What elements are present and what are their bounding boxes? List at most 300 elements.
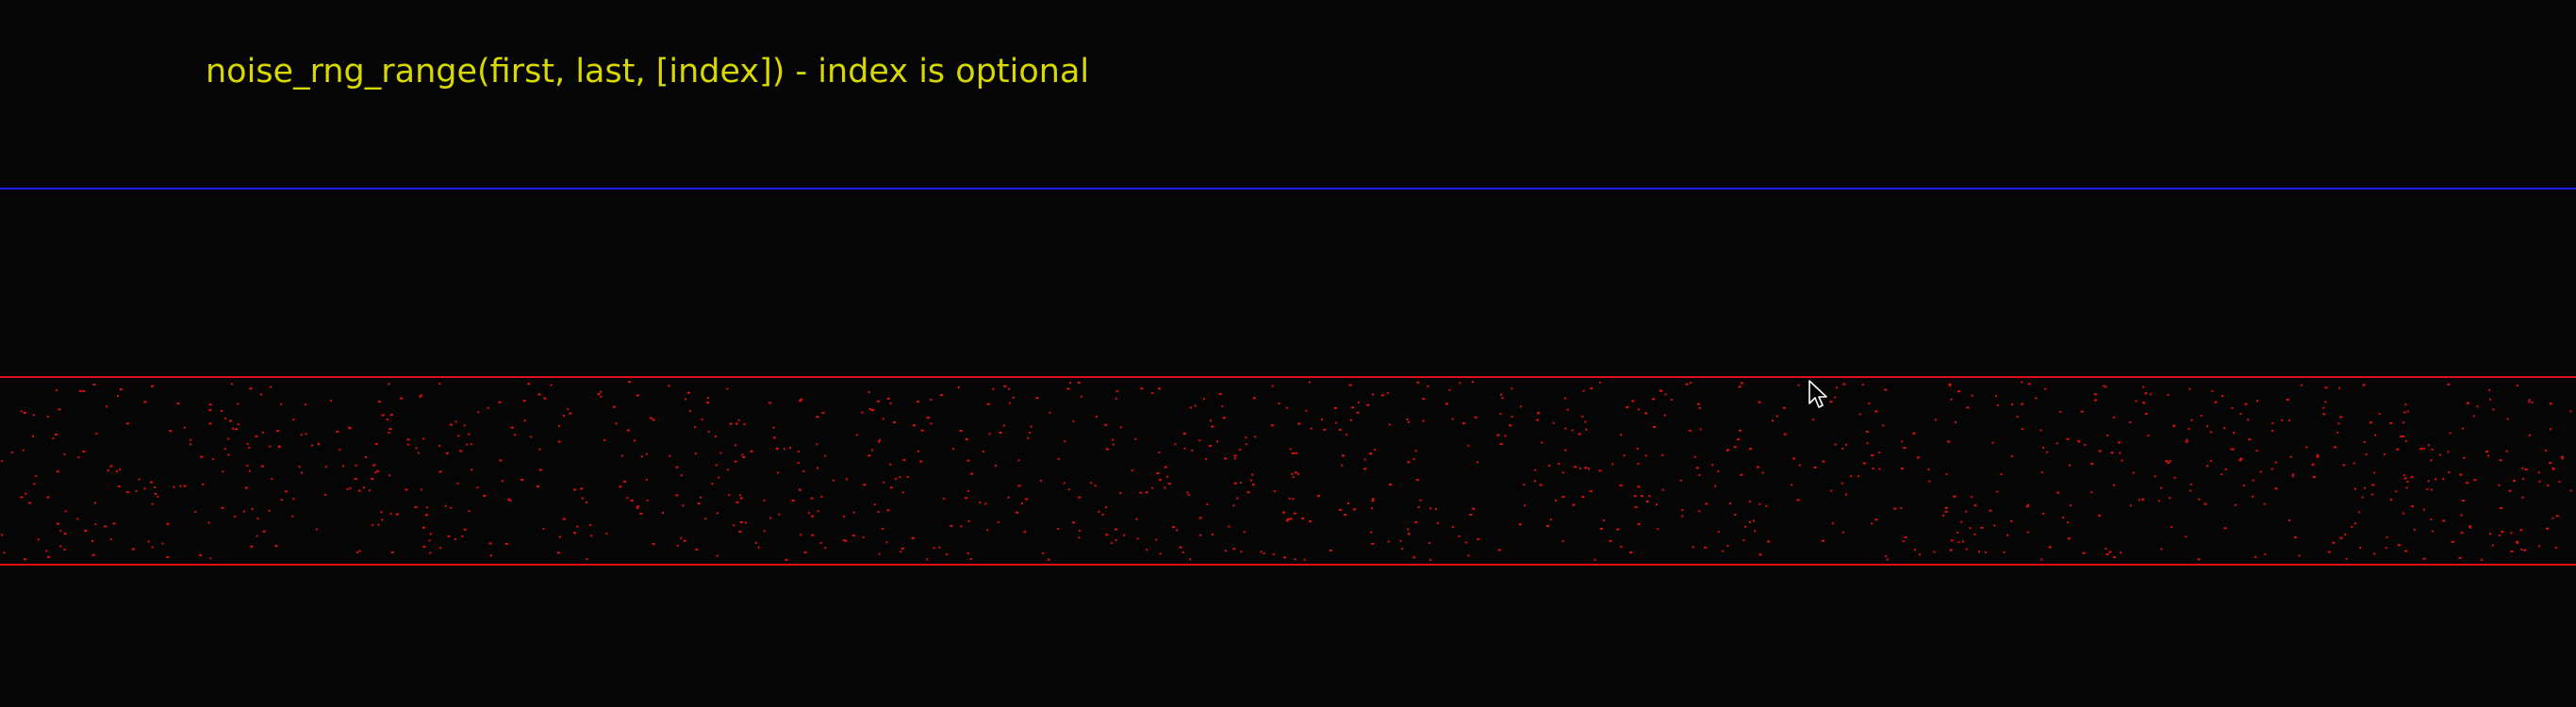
noise-dot	[1696, 467, 1699, 469]
noise-dot	[958, 386, 960, 388]
noise-dot	[1536, 419, 1539, 421]
noise-dot	[1693, 546, 1694, 548]
noise-dot	[1189, 558, 1191, 560]
noise-dot	[2040, 429, 2042, 431]
noise-dot	[2122, 460, 2123, 462]
noise-dot	[1036, 397, 1039, 399]
noise-dot	[689, 410, 691, 412]
noise-dot	[487, 407, 489, 409]
noise-dot	[1624, 454, 1626, 456]
noise-dot	[1971, 496, 1973, 498]
noise-dot	[1599, 469, 1602, 471]
noise-dot	[249, 387, 252, 389]
noise-dot	[2240, 458, 2243, 460]
noise-dot	[1261, 551, 1263, 552]
noise-dot	[1027, 437, 1029, 439]
noise-dot	[2186, 441, 2188, 443]
noise-dot	[1339, 509, 1342, 511]
noise-dot	[2022, 428, 2023, 430]
noise-dot	[883, 482, 884, 484]
noise-dot	[2021, 403, 2023, 405]
noise-dot	[2489, 399, 2491, 401]
noise-dot	[1759, 503, 1760, 505]
noise-dot	[798, 451, 800, 452]
noise-dot	[1247, 491, 1250, 493]
noise-dot	[35, 475, 37, 477]
noise-dot	[2492, 409, 2494, 411]
noise-dot	[261, 466, 264, 468]
noise-dot	[1590, 490, 1593, 492]
noise-dot	[2185, 535, 2187, 537]
noise-dot	[2488, 389, 2490, 391]
noise-dot	[1882, 425, 1884, 427]
noise-dot	[45, 550, 47, 551]
noise-dot	[1500, 413, 1502, 415]
noise-dot	[2559, 481, 2561, 483]
noise-dot	[715, 436, 717, 437]
noise-dot	[422, 527, 425, 529]
noise-dot	[1884, 389, 1887, 391]
noise-dot	[901, 548, 904, 550]
noise-dot	[740, 497, 743, 499]
noise-dot	[789, 447, 791, 449]
noise-dot	[311, 445, 313, 447]
noise-dot	[1374, 449, 1376, 451]
noise-dot	[1018, 459, 1020, 461]
noise-dot	[2556, 515, 2559, 517]
noise-dot	[2389, 422, 2392, 424]
noise-dot	[1555, 500, 1557, 501]
noise-dot	[2423, 509, 2425, 511]
noise-dot	[1978, 551, 1980, 552]
noise-dot	[605, 533, 607, 534]
noise-dot	[1814, 467, 1817, 469]
noise-dot	[952, 448, 954, 450]
noise-dot	[1459, 535, 1461, 537]
noise-dot	[687, 392, 690, 394]
noise-dot	[25, 493, 26, 495]
noise-dot	[2105, 548, 2106, 550]
noise-dot	[2371, 484, 2374, 485]
noise-dot	[20, 497, 23, 499]
noise-dot	[569, 413, 571, 415]
noise-dot	[2044, 388, 2046, 390]
noise-dot	[1151, 487, 1153, 489]
noise-dot	[78, 456, 80, 458]
noise-dot	[2113, 556, 2116, 558]
noise-dot	[1832, 522, 1834, 524]
noise-dot	[1718, 531, 1720, 533]
noise-dot	[1743, 539, 1745, 541]
noise-dot	[2171, 526, 2172, 528]
noise-dot	[677, 545, 679, 547]
noise-dot	[33, 483, 35, 485]
noise-dot	[1420, 500, 1422, 501]
noise-dot	[390, 513, 392, 515]
noise-dot	[1534, 469, 1536, 471]
noise-dot	[580, 487, 583, 489]
noise-dot	[1903, 540, 1905, 542]
noise-dot	[299, 466, 301, 468]
noise-dot	[358, 490, 361, 492]
noise-dot	[2358, 511, 2360, 513]
noise-dot	[336, 431, 339, 433]
noise-dot	[739, 494, 741, 496]
noise-dot	[79, 390, 82, 392]
noise-dot	[1009, 403, 1011, 404]
noise-dot	[2046, 452, 2048, 453]
noise-dot	[1031, 426, 1032, 428]
noise-dot	[224, 448, 226, 450]
noise-dot	[1066, 388, 1069, 390]
noise-dot	[380, 511, 382, 513]
noise-dot	[784, 448, 785, 450]
noise-dot	[1418, 506, 1420, 508]
noise-dot	[2138, 499, 2140, 501]
noise-dot	[209, 422, 212, 424]
noise-dot	[1232, 548, 1235, 550]
noise-dot	[1629, 551, 1632, 553]
noise-dot	[118, 485, 121, 487]
noise-dot	[903, 459, 906, 461]
noise-dot	[446, 452, 449, 454]
noise-dot	[2211, 390, 2213, 392]
noise-dot	[107, 469, 109, 471]
noise-dot	[2379, 413, 2381, 415]
noise-dot	[1744, 526, 1746, 528]
noise-dot	[1423, 420, 1425, 422]
noise-dot	[509, 500, 511, 501]
noise-dot	[845, 540, 847, 542]
noise-dot	[1558, 463, 1560, 465]
noise-dot	[2528, 401, 2530, 403]
noise-dot	[426, 506, 428, 508]
noise-dot	[879, 439, 881, 441]
noise-dot	[369, 489, 371, 491]
noise-dot	[157, 496, 159, 498]
noise-dot	[2324, 401, 2326, 403]
noise-dot	[1096, 416, 1098, 418]
noise-dot	[2390, 499, 2392, 501]
noise-dot	[1671, 399, 1673, 401]
noise-dot	[524, 419, 526, 421]
noise-dot	[382, 414, 385, 416]
noise-dot	[1562, 496, 1565, 498]
noise-dot	[2432, 531, 2434, 533]
noise-dot	[365, 456, 367, 458]
noise-dot	[2066, 438, 2069, 440]
noise-dot	[681, 474, 683, 476]
noise-dot	[676, 467, 679, 469]
noise-dot	[1992, 442, 1994, 444]
noise-dot	[59, 530, 61, 532]
noise-dot	[1003, 425, 1005, 427]
noise-dot	[1634, 495, 1637, 497]
noise-dot	[1841, 448, 1843, 450]
noise-dot	[538, 393, 541, 395]
noise-dot	[325, 466, 327, 468]
noise-dot	[2142, 402, 2145, 403]
noise-dot	[1611, 463, 1613, 465]
noise-dot	[646, 453, 648, 455]
noise-dot	[1104, 424, 1107, 426]
noise-dot	[1585, 429, 1587, 431]
noise-dot	[735, 461, 737, 463]
noise-dot	[106, 405, 107, 407]
noise-dot	[2035, 397, 2037, 399]
noise-dot	[2271, 430, 2273, 432]
noise-dot	[916, 401, 919, 403]
noise-dot	[2462, 500, 2465, 501]
noise-dot	[1105, 506, 1107, 508]
noise-dot	[1140, 387, 1143, 389]
noise-dot	[477, 411, 479, 413]
noise-dot	[1350, 419, 1352, 421]
noise-dot	[454, 538, 456, 540]
noise-dot	[745, 522, 747, 524]
noise-dot	[183, 485, 186, 487]
noise-dot	[1112, 439, 1114, 441]
noise-dot	[852, 534, 855, 536]
noise-dot	[1309, 382, 1311, 384]
noise-dot	[1295, 558, 1296, 560]
noise-dot	[1616, 529, 1619, 531]
mouse-cursor-icon	[1808, 380, 1829, 412]
noise-dot	[256, 535, 258, 537]
noise-dot	[1762, 472, 1764, 474]
noise-dot	[2105, 386, 2106, 387]
noise-dot	[2373, 472, 2375, 474]
noise-dot	[1198, 439, 1200, 441]
noise-dot	[223, 470, 224, 472]
noise-dot	[1974, 534, 1976, 535]
noise-dot	[143, 402, 146, 403]
noise-dot	[1203, 398, 1205, 400]
noise-dot	[1295, 471, 1297, 473]
noise-dot	[1146, 491, 1148, 493]
noise-dot	[2538, 471, 2540, 473]
noise-dot	[2529, 399, 2531, 401]
noise-dot	[735, 444, 736, 446]
noise-dot	[2026, 505, 2029, 507]
noise-dot	[466, 444, 468, 446]
noise-dot	[278, 446, 281, 448]
noise-dot	[817, 468, 818, 469]
noise-dot	[1040, 480, 1042, 482]
noise-dot	[1414, 521, 1417, 523]
noise-dot	[886, 509, 889, 511]
noise-dot	[1102, 514, 1104, 516]
noise-dot	[154, 486, 156, 488]
noise-dot	[586, 501, 587, 503]
noise-dot	[727, 469, 729, 470]
noise-dot	[2523, 550, 2526, 551]
noise-dot	[1301, 518, 1304, 519]
noise-dot	[1023, 531, 1026, 533]
noise-dot	[1271, 424, 1274, 426]
noise-dot	[619, 485, 621, 487]
noise-dot	[1292, 498, 1294, 500]
noise-dot	[2248, 438, 2251, 440]
noise-dot	[1472, 508, 1475, 510]
noise-dot	[209, 557, 211, 559]
noise-dot	[742, 456, 745, 458]
noise-dot	[1180, 547, 1182, 549]
noise-dot	[255, 436, 257, 437]
noise-dot	[1753, 519, 1755, 521]
noise-dot	[250, 546, 253, 548]
noise-dot	[2056, 492, 2059, 494]
noise-dot	[856, 435, 858, 436]
noise-dot	[119, 469, 121, 470]
noise-dot	[2403, 513, 2404, 515]
noise-dot	[176, 403, 179, 404]
noise-dot	[2428, 480, 2430, 482]
noise-dot	[1371, 543, 1374, 545]
noise-dot	[1546, 525, 1549, 527]
noise-dot	[1562, 471, 1564, 473]
noise-dot	[1698, 474, 1700, 476]
noise-dot	[2221, 395, 2223, 397]
band-bottom-border	[0, 564, 2576, 566]
noise-dot	[59, 546, 61, 548]
noise-dot	[917, 451, 919, 452]
noise-dot	[1475, 417, 1478, 419]
noise-dot	[445, 505, 447, 507]
noise-dot	[1594, 559, 1596, 561]
noise-dot	[799, 489, 801, 491]
noise-dot	[2404, 477, 2407, 479]
noise-dot	[2374, 435, 2376, 436]
noise-dot	[374, 471, 376, 473]
noise-dot	[2235, 504, 2237, 506]
noise-dot	[155, 493, 157, 495]
noise-dot	[247, 443, 249, 445]
noise-dot	[227, 438, 229, 440]
noise-dot	[2499, 534, 2501, 536]
noise-dot	[1205, 458, 1207, 460]
noise-dot	[1372, 498, 1374, 500]
noise-dot	[1234, 483, 1237, 485]
noise-dot	[248, 447, 250, 449]
noise-dot	[1729, 502, 1731, 504]
noise-dot	[1115, 529, 1117, 531]
noise-dot	[887, 398, 890, 400]
noise-dot	[490, 554, 492, 556]
noise-dot	[736, 501, 739, 503]
noise-dot	[1445, 403, 1448, 404]
noise-dot	[1342, 454, 1345, 456]
noise-dot	[1199, 518, 1202, 519]
noise-dot	[1646, 501, 1649, 502]
function-caption: noise_rng_range(first, last, [index]) - index is optional	[206, 53, 1090, 90]
noise-dot	[2508, 490, 2511, 492]
noise-dot	[1562, 540, 1564, 542]
noise-dot	[1293, 476, 1295, 478]
noise-dot	[2056, 442, 2058, 444]
noise-dot	[91, 540, 93, 542]
noise-dot	[184, 427, 186, 429]
noise-dot	[933, 547, 935, 549]
noise-dot	[405, 489, 408, 491]
noise-dot	[2337, 422, 2339, 424]
noise-dot	[882, 528, 883, 530]
noise-dot	[589, 524, 591, 526]
noise-dot	[94, 523, 96, 525]
noise-dot	[2520, 549, 2522, 551]
noise-dot	[1016, 512, 1018, 514]
noise-dot	[2547, 485, 2549, 486]
noise-dot	[1885, 555, 1887, 557]
noise-dot	[843, 539, 846, 541]
noise-dot	[339, 449, 340, 451]
noise-dot	[1353, 508, 1356, 510]
noise-dot	[2027, 532, 2029, 534]
noise-dot	[2312, 464, 2315, 466]
noise-dot	[1995, 395, 1997, 397]
noise-dot	[1351, 406, 1354, 408]
noise-dot	[741, 453, 743, 455]
noise-dot	[2106, 553, 2109, 555]
noise-dot	[2136, 401, 2138, 403]
noise-dot	[2407, 411, 2409, 413]
noise-dot	[631, 500, 634, 501]
noise-dot	[469, 510, 471, 512]
noise-dot	[2099, 451, 2102, 452]
noise-dot	[1381, 394, 1384, 396]
noise-dot	[179, 485, 181, 487]
noise-dot	[1858, 475, 1859, 477]
noise-dot	[868, 391, 870, 393]
noise-dot	[151, 386, 154, 387]
noise-dot	[1176, 529, 1178, 531]
noise-dot	[1859, 414, 1861, 416]
noise-dot	[1635, 506, 1638, 508]
noise-dot	[2354, 522, 2356, 524]
noise-dot	[1069, 382, 1071, 384]
noise-dot	[960, 430, 963, 432]
noise-dot	[613, 406, 616, 408]
noise-dot	[1095, 485, 1097, 486]
noise-dot	[1972, 395, 1973, 397]
noise-dot	[1462, 422, 1465, 424]
noise-dot	[2264, 503, 2266, 505]
noise-dot	[967, 552, 969, 554]
noise-dot	[1590, 387, 1593, 389]
noise-dot	[1123, 534, 1125, 536]
noise-dot	[47, 556, 50, 558]
noise-dot	[1223, 417, 1226, 419]
noise-dot	[927, 417, 930, 419]
noise-dot	[1229, 526, 1230, 528]
noise-dot	[1064, 482, 1065, 484]
noise-dot	[1993, 525, 1995, 527]
noise-dot	[2108, 551, 2111, 553]
noise-dot	[1401, 548, 1403, 550]
noise-dot	[1887, 559, 1889, 561]
noise-dot	[1042, 552, 1044, 554]
noise-dot	[2006, 534, 2008, 536]
noise-dot	[1233, 504, 1235, 506]
noise-dot	[1467, 554, 1469, 556]
noise-dot	[1933, 551, 1935, 553]
noise-dot	[586, 558, 588, 560]
noise-dot	[2145, 413, 2148, 415]
noise-dot	[2406, 486, 2408, 488]
noise-dot	[1321, 419, 1323, 420]
noise-dot	[743, 423, 745, 425]
noise-dot	[2322, 407, 2324, 409]
